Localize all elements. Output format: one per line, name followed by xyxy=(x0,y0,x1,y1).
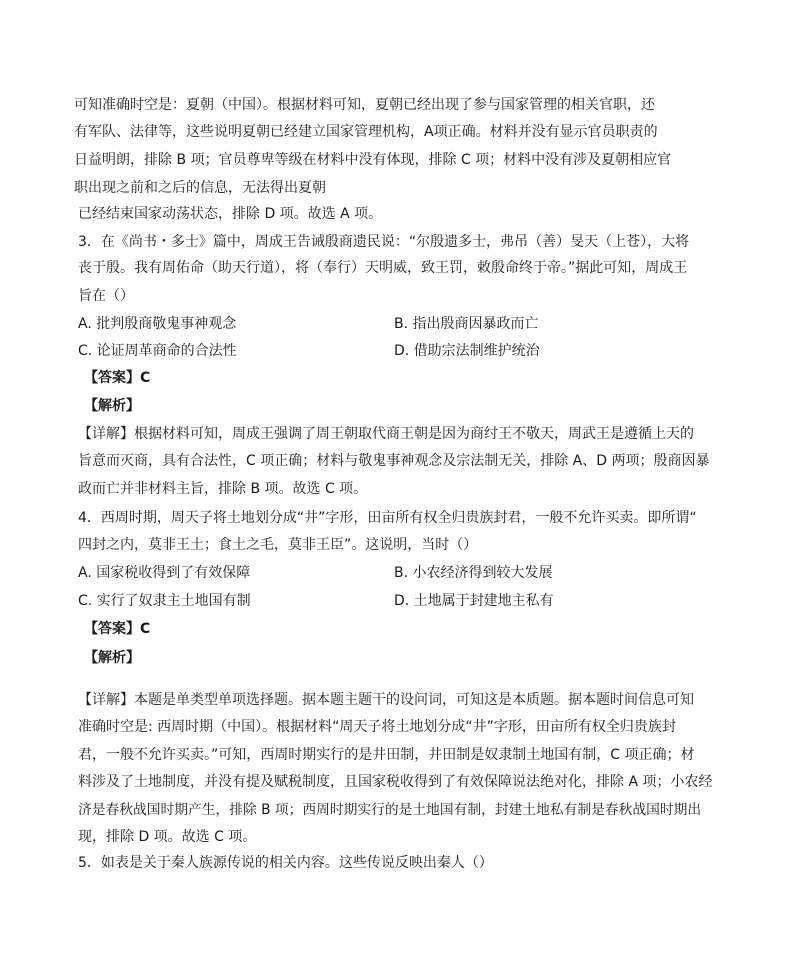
answer-label: 【答案】C xyxy=(84,370,151,386)
detail-line: 现，排除 D 项。故选 C 项。 xyxy=(78,829,257,845)
detail-line: 料涉及了土地制度，并没有提及赋税制度，且国家税收得到了有效保障说法绝对化，排除 A 项；小农经 xyxy=(78,774,713,790)
question-stem-line: 5．如表是关于秦人族源传说的相关内容。这些传说反映出秦人（） xyxy=(78,855,493,871)
option-b: B. 小农经济得到较大发展 xyxy=(394,565,553,581)
option-a: A. 国家税收得到了有效保障 xyxy=(78,565,251,581)
detail-line: 【详解】根据材料可知，周成王强调了周王朝取代商王朝是因为商纣王不敬天，周武王是遵循上天的 xyxy=(78,426,694,442)
option-c: C. 论证周革商命的合法性 xyxy=(78,343,237,359)
detail-line: 准确时空是: 西周时期（中国）。根据材料“周天子将土地划分成“井”字形，田亩所有权全归贵族封 xyxy=(78,719,676,735)
option-b: B. 指出殷商因暴政而亡 xyxy=(394,316,539,332)
question-stem-line: 旨在（） xyxy=(78,288,134,304)
option-d: D. 土地属于封建地主私有 xyxy=(394,593,554,609)
intro-line: 有军队、法律等，这些说明夏朝已经建立国家管理机构，A项正确。材料并没有显示官员职责的 xyxy=(74,124,658,140)
intro-line: 已经结束国家动荡状态，排除 D 项。故选 A 项。 xyxy=(78,206,383,222)
answer-label: 【答案】C xyxy=(84,621,151,637)
intro-line: 可知准确时空是：夏朝（中国）。根据材料可知，夏朝已经出现了参与国家管理的相关官职，还 xyxy=(74,97,655,113)
analysis-label: 【解析】 xyxy=(84,398,140,414)
detail-line: 君，一般不允许买卖。”可知，西周时期实行的是井田制，井田制是奴隶制土地国有制，C 项正确；材 xyxy=(78,747,695,763)
detail-line: 济是春秋战国时期产生，排除 B 项；西周时期实行的是土地国有制，封建土地私有制是春秋战国时期出 xyxy=(78,802,702,818)
intro-line: 职出现之前和之后的信息，无法得出夏朝 xyxy=(74,180,326,196)
question-stem-line: 3．在《尚书・多士》篇中，周成王告诫殷商遗民说：“尔殷遗多士，弗吊（善）旻天（上苍），大将 xyxy=(78,234,690,250)
analysis-label: 【解析】 xyxy=(84,650,140,666)
option-c: C. 实行了奴隶主土地国有制 xyxy=(78,593,251,609)
detail-line: 【详解】本题是单类型单项选择题。据本题主题干的设问词，可知这是本质题。据本题时间信息可知 xyxy=(78,692,694,708)
question-stem-line: 四封之内，莫非王土；食土之毛，莫非王臣”。这说明，当时（） xyxy=(78,537,478,553)
detail-line: 政而亡并非材料主旨，排除 B 项。故选 C 项。 xyxy=(78,481,368,497)
question-stem-line: 丧于殷。我有周佑命（助天行道），将（奉行）天明威，致王罚，敕殷命终于帝。”据此可知，周成王 xyxy=(78,260,688,276)
option-a: A. 批判殷商敬鬼事神观念 xyxy=(78,316,237,332)
detail-line: 旨意而灭商，具有合法性，C 项正确；材料与敬鬼事神观念及宗法制无关，排除 A、D 两项；殷商因暴 xyxy=(78,453,710,469)
question-stem-line: 4．西周时期，周天子将土地划分成“井”字形，田亩所有权全归贵族封君，一般不允许买卖。即所谓“ xyxy=(78,510,697,526)
intro-line: 日益明朗，排除 B 项；官员尊卑等级在材料中没有体现，排除 C 项；材料中没有涉及夏朝相应官 xyxy=(74,152,672,168)
option-d: D. 借助宗法制维护统治 xyxy=(394,343,540,359)
